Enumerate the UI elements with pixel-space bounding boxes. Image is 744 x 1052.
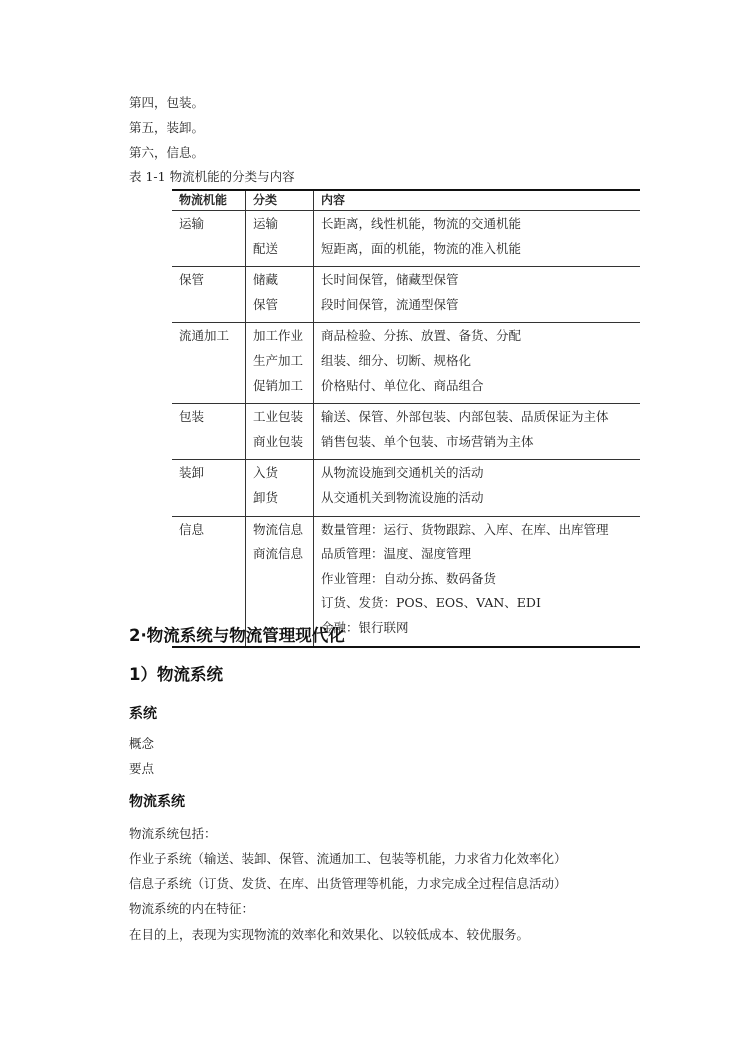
header-content: 内容 (321, 193, 346, 207)
logistics-function-table (172, 189, 640, 648)
function-cell (172, 323, 246, 404)
content-item: 商品检验、分拣、放置、备货、分配 (321, 328, 522, 344)
table-row (172, 404, 640, 460)
category-item: 运输 (253, 216, 279, 231)
category-item: 工业包装 (253, 409, 304, 425)
category-item: 物流信息 (253, 521, 304, 537)
category-item: 加工作业 (253, 328, 304, 344)
content-item: 品质管理：温度、湿度管理 (321, 546, 472, 562)
content-item: 长时间保管，储藏型保管 (321, 272, 459, 288)
header-function: 物流机能 (172, 190, 246, 211)
content-item: 输送、保管、外部包装、内部包装、品质保证为主体 (321, 409, 609, 425)
heading-system: 系统 (129, 706, 157, 722)
function-name: 装卸 (179, 465, 205, 481)
intro-line: 第五，装卸。 (129, 120, 205, 135)
function-name: 包装 (179, 409, 205, 425)
content-item: 作业管理：自动分拣、数码备货 (321, 570, 497, 586)
table-row (172, 211, 640, 267)
function-name: 信息 (179, 521, 205, 537)
function-cell (172, 211, 246, 267)
category-item: 保管 (253, 296, 279, 312)
content-item: 销售包装、单个包装、市场营销为主体 (321, 433, 534, 449)
section-heading: 2·物流系统与物流管理现代化 (129, 626, 345, 645)
category-item: 促销加工 (253, 377, 304, 393)
category-cell (246, 323, 314, 404)
category-item: 配送 (253, 240, 279, 256)
intro-line: 第六，信息。 (129, 145, 205, 160)
body-line: 在目的上，表现为实现物流的效率化和效果化、以较低成本、较优服务。 (129, 927, 530, 942)
content-item: 长距离，线性机能，物流的交通机能 (321, 216, 522, 231)
content-item: 金融：银行联网 (321, 619, 409, 635)
category-item: 储藏 (253, 272, 279, 288)
content-item: 数量管理：运行、货物跟踪、入库、在库、出库管理 (321, 521, 609, 537)
system-item: 要点 (129, 761, 155, 776)
content-cell (314, 267, 641, 323)
content-cell (314, 460, 641, 516)
content-item: 价格贴付、单位化、商品组合 (321, 377, 484, 393)
category-cell (246, 267, 314, 323)
category-cell (246, 460, 314, 516)
category-cell (246, 211, 314, 267)
table-row (172, 267, 640, 323)
body-line: 物流系统的内在特征： (129, 901, 255, 916)
content-item: 从交通机关到物流设施的活动 (321, 489, 484, 505)
content-item: 段时间保管，流通型保管 (321, 296, 459, 312)
function-cell (172, 460, 246, 516)
intro-line: 第四，包装。 (129, 95, 205, 110)
function-cell (172, 404, 246, 460)
body-line: 物流系统包括： (129, 826, 217, 841)
system-item: 概念 (129, 736, 155, 751)
body-line: 信息子系统（订货、发货、在库、出货管理等机能，力求完成全过程信息活动） (129, 876, 567, 891)
category-item: 入货 (253, 465, 279, 481)
category-item: 商流信息 (253, 546, 304, 562)
heading-logistics-system: 物流系统 (129, 794, 185, 810)
content-item: 从物流设施到交通机关的活动 (321, 465, 484, 481)
content-cell (314, 516, 641, 646)
content-cell (314, 404, 641, 460)
content-item: 短距离，面的机能，物流的准入机能 (321, 240, 522, 256)
content-item: 组装、细分、切断、规格化 (321, 352, 472, 368)
content-item: 订货、发货：POS、EOS、VAN、EDI (321, 595, 541, 611)
category-cell (246, 404, 314, 460)
table-row (172, 323, 640, 404)
header-category: 分类 (246, 190, 314, 211)
body-line: 作业子系统（输送、装卸、保管、流通加工、包装等机能，力求省力化效率化） (129, 851, 567, 866)
category-item: 商业包装 (253, 433, 304, 449)
content-cell (314, 323, 641, 404)
category-item: 生产加工 (253, 352, 304, 368)
content-cell (314, 211, 641, 267)
table-caption: 表 1-1 物流机能的分类与内容 (129, 169, 295, 184)
table-row (172, 460, 640, 516)
table-header-row (172, 190, 640, 211)
function-name: 流通加工 (179, 328, 230, 344)
category-item: 卸货 (253, 489, 279, 505)
function-cell (172, 267, 246, 323)
function-name: 保管 (179, 272, 205, 288)
subsection-heading: 1）物流系统 (129, 665, 223, 684)
function-name: 运输 (179, 216, 205, 231)
